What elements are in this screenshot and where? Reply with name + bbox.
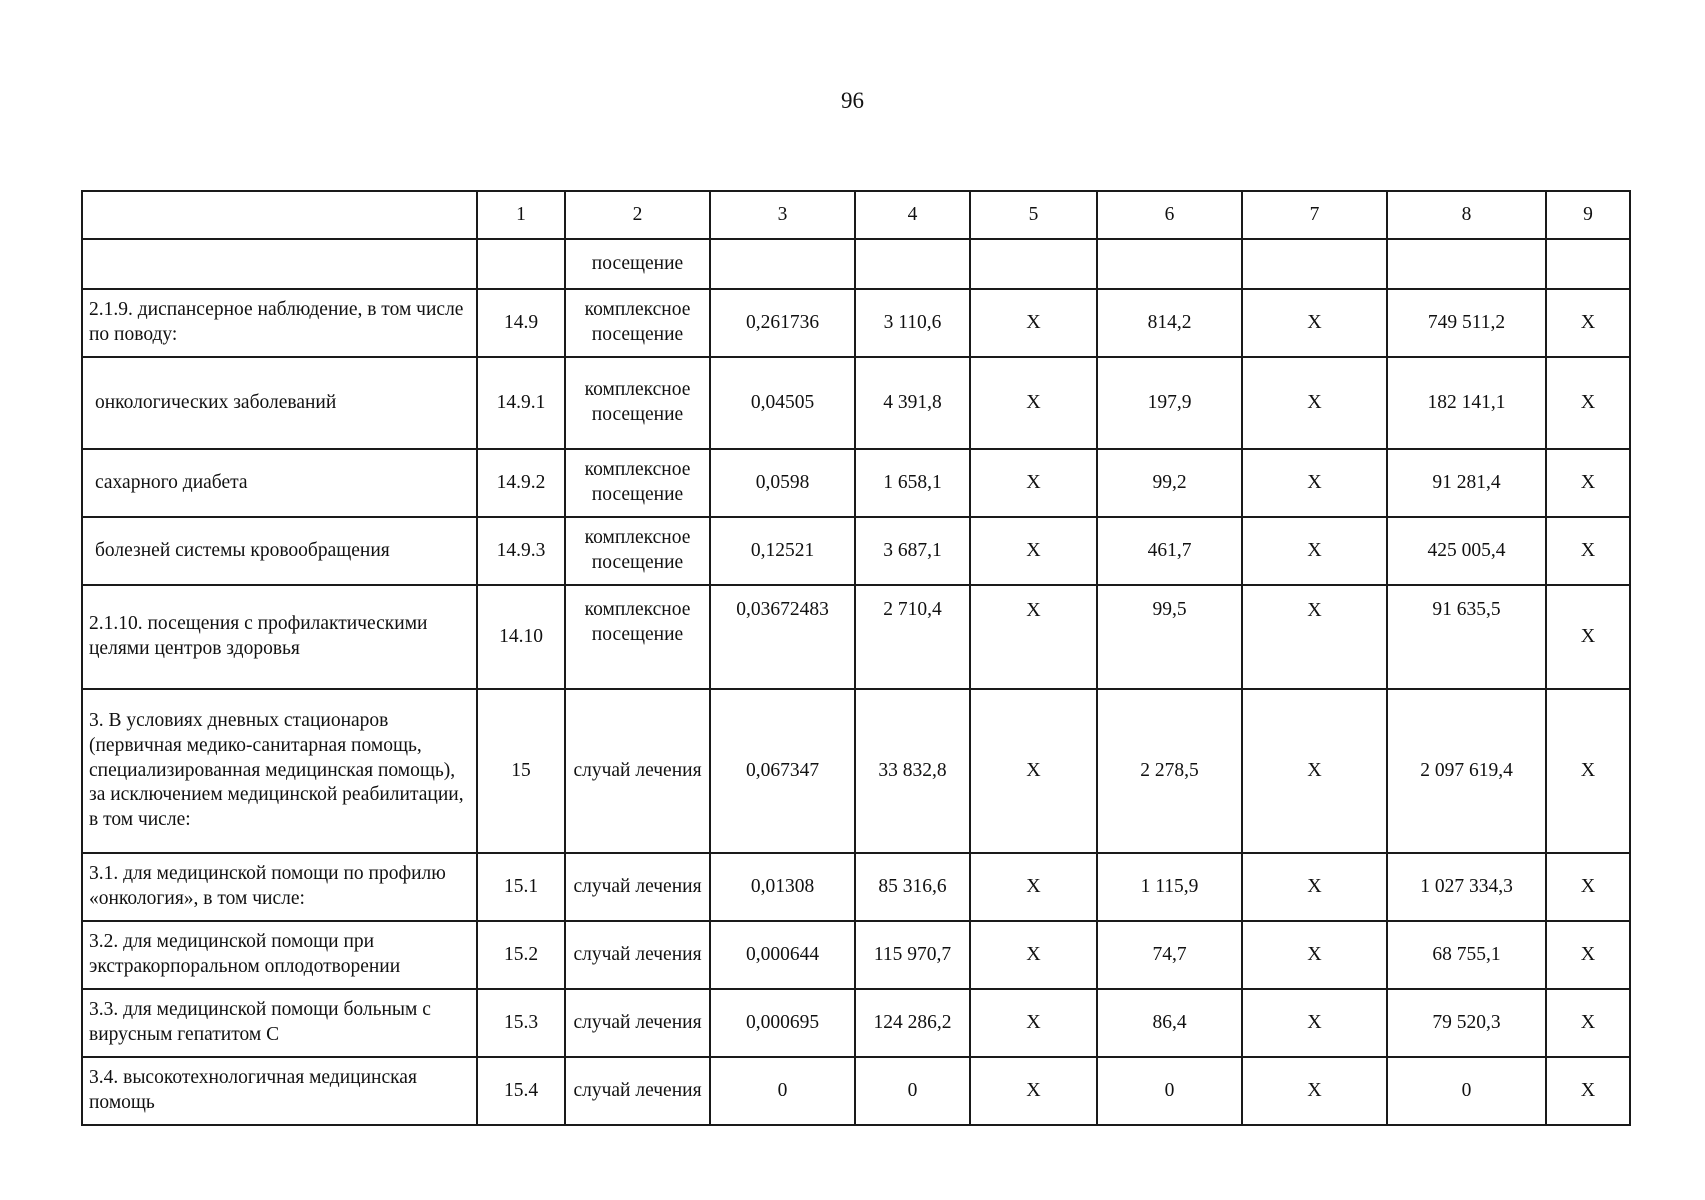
row-value: X	[970, 989, 1097, 1057]
row-value: 99,2	[1097, 449, 1242, 517]
row-value	[1097, 239, 1242, 289]
row-value	[1387, 239, 1546, 289]
row-value: 86,4	[1097, 989, 1242, 1057]
row-value: 99,5	[1097, 585, 1242, 689]
table-row	[82, 289, 1630, 357]
row-name: болезней системы кровообращения	[82, 517, 477, 585]
header-cell: 2	[565, 191, 710, 239]
row-value: 0,04505	[710, 357, 855, 449]
page-number: 96	[841, 88, 864, 113]
row-value: 0,067347	[710, 689, 855, 853]
table-row	[82, 921, 1630, 989]
header-cell: 5	[970, 191, 1097, 239]
row-value: 0,03672483	[710, 585, 855, 689]
row-value: X	[1546, 1057, 1630, 1125]
row-value: 115 970,7	[855, 921, 970, 989]
row-value: X	[970, 289, 1097, 357]
row-value: 0,000644	[710, 921, 855, 989]
row-unit: случай лечения	[565, 853, 710, 921]
row-code: 15.3	[477, 989, 565, 1057]
row-value: X	[1242, 921, 1387, 989]
row-unit: комплексное посещение	[565, 585, 710, 689]
header-cell: 1	[477, 191, 565, 239]
table-row	[82, 517, 1630, 585]
row-code: 14.9.2	[477, 449, 565, 517]
row-value: X	[1242, 289, 1387, 357]
row-value: X	[1242, 853, 1387, 921]
row-value: 182 141,1	[1387, 357, 1546, 449]
row-value: 461,7	[1097, 517, 1242, 585]
row-unit: комплексное посещение	[565, 357, 710, 449]
row-value: 68 755,1	[1387, 921, 1546, 989]
row-value: X	[1546, 357, 1630, 449]
row-value: X	[970, 449, 1097, 517]
row-value: X	[970, 689, 1097, 853]
row-value: X	[970, 517, 1097, 585]
row-unit: посещение	[565, 239, 710, 289]
row-value: 0	[710, 1057, 855, 1125]
row-code: 14.10	[477, 585, 565, 689]
row-value: 814,2	[1097, 289, 1242, 357]
row-unit: случай лечения	[565, 689, 710, 853]
row-unit: комплексное посещение	[565, 289, 710, 357]
header-cell: 3	[710, 191, 855, 239]
row-value: 0,000695	[710, 989, 855, 1057]
row-name: 2.1.10. посещения с профилактическими целями центров здоровья	[82, 585, 477, 689]
row-code: 15.2	[477, 921, 565, 989]
row-code: 15.1	[477, 853, 565, 921]
row-value: 33 832,8	[855, 689, 970, 853]
row-unit: случай лечения	[565, 1057, 710, 1125]
row-unit: случай лечения	[565, 989, 710, 1057]
row-value	[1242, 239, 1387, 289]
row-value	[855, 239, 970, 289]
row-value: X	[1242, 517, 1387, 585]
row-value: 4 391,8	[855, 357, 970, 449]
table-row	[82, 239, 1630, 289]
row-value: 91 281,4	[1387, 449, 1546, 517]
row-value: 197,9	[1097, 357, 1242, 449]
row-value: X	[1242, 1057, 1387, 1125]
row-name: 2.1.9. диспансерное наблюдение, в том числе по поводу:	[82, 289, 477, 357]
row-unit: комплексное посещение	[565, 449, 710, 517]
row-value: 425 005,4	[1387, 517, 1546, 585]
row-value: X	[1546, 689, 1630, 853]
row-code: 14.9.3	[477, 517, 565, 585]
row-value: X	[970, 1057, 1097, 1125]
row-value: X	[1242, 357, 1387, 449]
row-value: X	[970, 853, 1097, 921]
header-cell	[82, 191, 477, 239]
row-value: X	[1546, 853, 1630, 921]
row-code	[477, 239, 565, 289]
table-row	[82, 853, 1630, 921]
row-code: 14.9	[477, 289, 565, 357]
row-value: 0	[1387, 1057, 1546, 1125]
table-row	[82, 357, 1630, 449]
table-row	[82, 449, 1630, 517]
header-cell: 6	[1097, 191, 1242, 239]
row-value: 749 511,2	[1387, 289, 1546, 357]
row-value: 1 658,1	[855, 449, 970, 517]
row-value: 2 710,4	[855, 585, 970, 689]
table-row	[82, 989, 1630, 1057]
header-row	[82, 191, 1630, 239]
data-table	[81, 190, 1631, 1126]
row-value: 0	[1097, 1057, 1242, 1125]
header-cell: 9	[1546, 191, 1630, 239]
row-value: 0,261736	[710, 289, 855, 357]
header-cell: 8	[1387, 191, 1546, 239]
row-value: X	[1242, 989, 1387, 1057]
row-value: 85 316,6	[855, 853, 970, 921]
row-value: X	[1546, 517, 1630, 585]
row-value: 0,12521	[710, 517, 855, 585]
table-row	[82, 585, 1630, 689]
row-name	[82, 239, 477, 289]
row-value: X	[1242, 689, 1387, 853]
row-value: 91 635,5	[1387, 585, 1546, 689]
row-name: сахарного диабета	[82, 449, 477, 517]
row-name: 3.1. для медицинской помощи по профилю «онкология», в том числе:	[82, 853, 477, 921]
row-unit: комплексное посещение	[565, 517, 710, 585]
row-value: 1 115,9	[1097, 853, 1242, 921]
row-name: 3.4. высокотехнологичная медицинская помощь	[82, 1057, 477, 1125]
row-value: X	[970, 357, 1097, 449]
row-value: X	[1242, 585, 1387, 689]
row-value: X	[1546, 449, 1630, 517]
row-value	[970, 239, 1097, 289]
row-name: онкологических заболеваний	[82, 357, 477, 449]
row-name: 3.3. для медицинской помощи больным с вирусным гепатитом С	[82, 989, 477, 1057]
row-name: 3. В условиях дневных стационаров (первичная медико-санитарная помощь, специализированная медицинская помощь), за исключением медицинской реабилитации, в том числе:	[82, 689, 477, 853]
header-cell: 4	[855, 191, 970, 239]
row-value: X	[1546, 585, 1630, 689]
row-name: 3.2. для медицинской помощи при экстракорпоральном оплодотворении	[82, 921, 477, 989]
row-value: X	[1546, 921, 1630, 989]
row-value: 1 027 334,3	[1387, 853, 1546, 921]
row-code: 15	[477, 689, 565, 853]
row-value: 2 097 619,4	[1387, 689, 1546, 853]
row-code: 15.4	[477, 1057, 565, 1125]
row-value: 0,01308	[710, 853, 855, 921]
row-value: X	[970, 585, 1097, 689]
row-value: 74,7	[1097, 921, 1242, 989]
row-value: 0	[855, 1057, 970, 1125]
row-value: X	[970, 921, 1097, 989]
table-row	[82, 689, 1630, 853]
table-row	[82, 1057, 1630, 1125]
row-value: 0,0598	[710, 449, 855, 517]
row-value	[1546, 239, 1630, 289]
row-value: 2 278,5	[1097, 689, 1242, 853]
row-value: X	[1242, 449, 1387, 517]
row-value: X	[1546, 989, 1630, 1057]
row-code: 14.9.1	[477, 357, 565, 449]
row-value: X	[1546, 289, 1630, 357]
row-value: 124 286,2	[855, 989, 970, 1057]
row-unit: случай лечения	[565, 921, 710, 989]
row-value: 79 520,3	[1387, 989, 1546, 1057]
header-cell: 7	[1242, 191, 1387, 239]
row-value: 3 687,1	[855, 517, 970, 585]
row-value: 3 110,6	[855, 289, 970, 357]
row-value	[710, 239, 855, 289]
